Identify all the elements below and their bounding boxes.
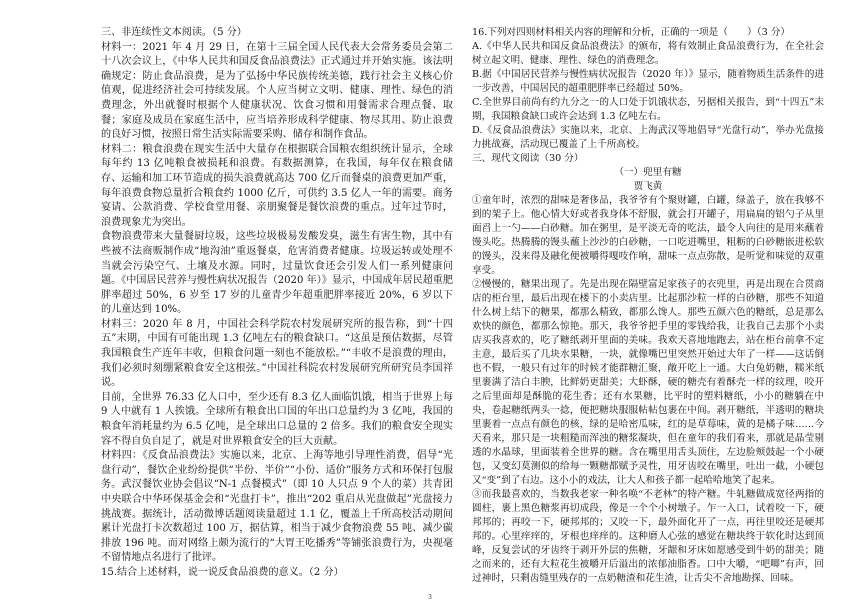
article-paragraph-1: ①童年时，浓烈的甜味是奢侈品，我爷爷有个聚财罐，白罐，绿盖子，放在我够不到的架子上。他心情大好或者我身体不舒服，就会打开罐子，用扁扁的铝勺子从里面舀上一勺——白砂糖。加在粥里，是平淡无奇的吃法，最令人向往的是用来蘸着馒头吃。热腾腾的馒头蘸上沙沙的白砂糖，一口吃进嘴里，粗粝的白砂糖嵌进松软的馒头，没来得及融化便被嚼得嘎吱作响，甜味一点点弥散，是听觉和味觉的双重享受。 xyxy=(472,195,824,276)
material-two-part-b: 食物浪费带来大量餐厨垃圾，这些垃圾极易发酸发臭，滋生有害生物，其中有些被不法商贩制作成“地沟油”重返餐桌，危害消费者健康。垃圾运转或处理不当就会污染空气、土壤及水源。同时，过量饮食还会引发人们一系列健康问题。《中国居民营养与慢性病状况报告（2020 年）》显示，中国成年居民超重肥胖率超过 50%，6 岁至 17 岁的儿童青少年超重肥胖率接近 20%，6 岁以下的儿童达到 10%。 xyxy=(101,231,453,316)
option-a: A.《中华人民共和国反食品浪费法》的颁布，将有效制止食品浪费行为，在全社会树立起文明、健康、理性、绿色的消费理念。 xyxy=(472,41,824,66)
option-d: D.《反食品浪费法》实施以来，北京、上海武汉等地倡导“光盘行动”，举办光盘接力挑战赛，活动现已覆盖了上千所高校。 xyxy=(472,125,824,150)
question-16: 16.下列对四则材料相关内容的理解和分析，正确的一项是（ ）（3 分） xyxy=(472,27,791,38)
right-column xyxy=(472,26,824,586)
option-c: C.全世界目前尚有约九分之一的人口处于饥饿状态，另据相关报告，到“十四五”末期，我国粮食缺口或许会达到 1.3 亿吨左右。 xyxy=(472,97,824,122)
material-two-part-a: 材料二：粮食浪费在现实生活中大量存在根据联合国粮农组织统计显示，全球每年约 13 亿吨粮食被损耗和浪费。有数据测算，在我国，每年仅在粮食储存、运输和加工环节造成的损失浪费就高达 700 亿斤而餐桌的浪费更加严重，每年浪费食物总量折合粮食约 1000 亿斤，可供约 3.5 亿人一年的需要。商务宴请、公款消费、学校食堂用餐、亲朋聚餐是餐饮浪费的重点。过年过节时，浪费现象尤为突出。 xyxy=(101,143,453,228)
article-title: （一）兜里有糖 xyxy=(614,167,682,178)
section-title-modern-reading: 三、现代文阅读（30 分） xyxy=(472,153,584,164)
question-15: 15.结合上述材料，说一说反食品浪费的意义。（2 分） xyxy=(101,566,344,578)
section-title-nonlinear: 三、非连续性文本阅读。（5 分） xyxy=(101,27,247,38)
material-three-part-a: 材料三：2020 年 8 月，中国社会科学院农村发展研究所的报告称，到“十四五”末期，中国有可能出现 1.3 亿吨左右的粮食缺口。“这虽是预估数据，尽管我国粮食生产连年丰收，但粮食问题一刻也不能放松。”“丰收不是浪费的理由，我们必须时刻绷紧粮食安全这根弦。”中国社科院农村发展研究所研究员李国祥说。 xyxy=(101,318,453,389)
article-paragraph-2: ②慢慢的，糖果出现了。先是出现在隔壁富足家孩子的衣兜里，再是出现在合贯商店的柜台里，最后出现在楼下的小卖店里。比起那沙粒一样的白砂糖，那些不知道什么树上结下的糖果，都那么精致，都那么馋人。那些五颜六色的糖纸，总是那么欢快的颜色，都那么惊艳。那天，我爷爷把手里的零钱给我，让我自己去那个小卖店买我喜欢的，吃了糖纸剥开里面的美味。我欢天喜地地跑去，站在柜台前拿不定主意，最后买了几块水果糖，一块，就像嘴巴里突然开始过大年了一样——这话倒也不假，一般只有过年的时候才能群糖汇聚，敞开吃上一通。大白兔奶糖，糯米纸里裹满了洁白丰腴，比鲜奶更甜美；大虾酥，硬的糖壳有着酥壳一样的纹理，咬开之后里面却是酥脆的花生香；还有水果糖，比平时的塑料糖纸，小小的糖躺在中央，卷起糖纸两头一捻，便把糖块服服帖帖包裹在中间。剥开糖纸，半透明的糖块里裹着一点点有颜色的核，绿的是哈密瓜味，红的是草莓味，黄的是橘子味……今天看来，那只是一块粗糙而浑浊的糖浆凝块，但在童年的我们看来，那就是晶莹剔透的水晶球，里面装着全世界的糖。含在嘴里用舌头顶住，左边脸颊鼓起一个小硬包，又变幻莫测似的给每一颗糖都赋予灵性，用牙齿咬在嘴里，吐出一截，小硬包又“变”到了右边。这小小的戏法，让大人和孩子都一起哈哈地笑了起来。 xyxy=(472,279,824,486)
article-paragraph-3: ③而我最喜欢的，当数我老家一种名唤“不老林”的特产糖。牛轧糖做成宽径两指的圆柱，裹上黑色糖浆再切成段，像是一个个小树墩子。乍一入口，试着咬一下，硬邦邦的；再咬一下，硬邦邦的；又咬一下，最外面化开了一点，再往里咬还是硬邦邦的。心里痒痒的，牙根也痒痒的。这种磨人心弦的感觉在糖块终于软化时达到顶峰，反复尝试的牙齿终于剥开外层的焦糖，牙龈和牙床如愿感受到牛奶的甜美；随之而来的，还有大粒花生被嚼开后溢出的浓郁油脂香。口中大嚼，“吧唧”有声，回过神时，只剩齿缝里残存的一点奶糖渣和花生渣，让舌尖不舍地勘探、回味。 xyxy=(472,489,824,584)
left-column xyxy=(101,26,457,581)
article-author: 贾飞黄 xyxy=(633,181,663,192)
option-b: B.据《中国居民营养与慢性病状况报告（2020 年）》显示，随着物质生活条件的进一步改善，中国居民的超重肥胖率已经超过 50%。 xyxy=(472,69,824,94)
material-one: 材料一：2021 年 4 月 29 日，在第十三届全国人民代表大会常务委员会第二十八次会议上，《中华人民共和国反食品浪费法》正式通过并开始实施。该法明确规定：防止食品浪费，是为了弘扬中华民族传统美德，践行社会主义核心价值观，促进经济社会可持续发展。个人应当树立文明、健康、理性、绿色的消费理念，外出就餐时根据个人健康状况、饮食习惯和用餐需求合理点餐、取餐；家庭及成员在家庭生活中，应当培养形成科学健康、物尽其用、防止浪费的良好习惯，按照日常生活实际需要采购、储存和制作食品。 xyxy=(101,41,453,141)
page-number: 3 xyxy=(428,594,432,601)
material-three-part-b: 目前，全世界 76.33 亿人口中，至少还有 8.3 亿人面临饥饿，相当于世界上每 9 人中就有 1 人挨饿。全球所有粮食出口国的年出口总量约为 3 亿吨，我国的粮食年消耗量约为 6.5 亿吨，是全球出口总量的 2 倍多。我们的粮食安全现实容不得自负自足了，就是对世界粮食安全的巨大贡献。 xyxy=(101,391,457,447)
material-four: 材料四：《反食品浪费法》实施以来，北京、上海等地引导理性消费，倡导“光盘行动”，餐饮企业纷纷提供“半份、半价”“小份、适价”服务方式和环保打包服务。武汉餐饮业协会倡议“N-1 点餐模式”（即 10 人只点 9 个人的菜）共青团中央联合中华环保基金会和“光盘打卡”，推出“202 重启从光盘做起”光盘接力挑战赛。据统计，活动微博话题阅读量超过 1.1 亿，覆盖上千所高校活动期间累计光盘打卡次数超过 100 万，据估算，相当于减少食物浪费 55 吨、减少碳排放 196 吨。而对网络上颇为流行的“大胃王吃播秀”等铺张浪费行为，央视毫不留情地点名进行了批评。 xyxy=(101,450,453,564)
